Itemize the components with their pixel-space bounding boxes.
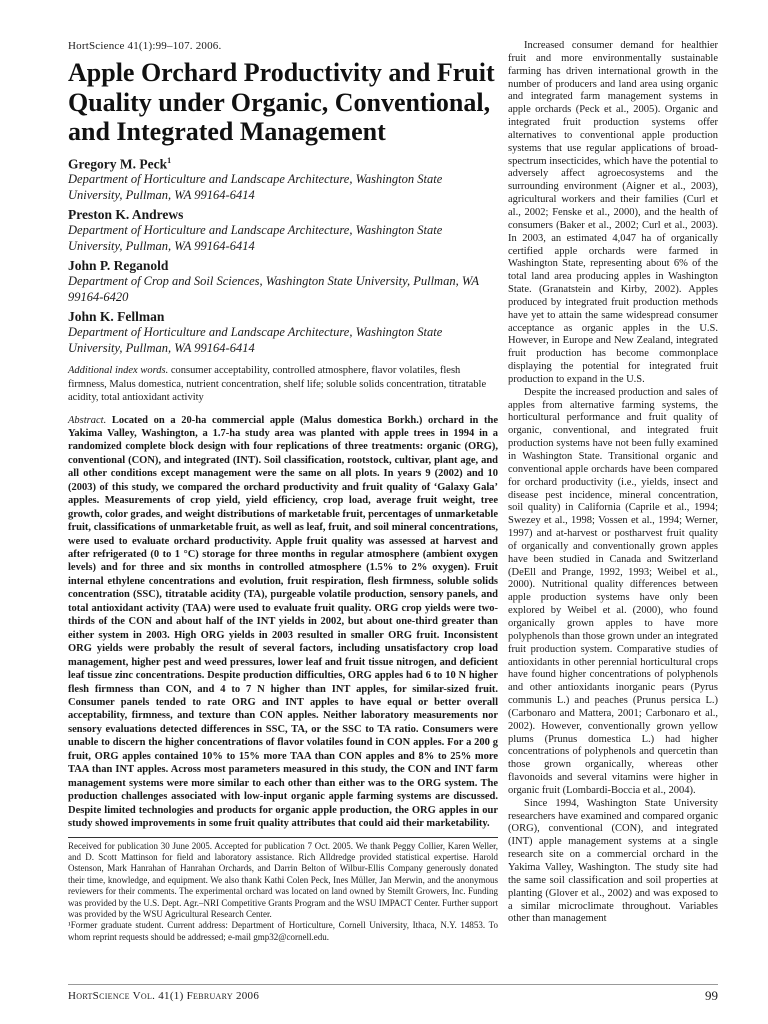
author-list [68, 153, 498, 357]
author-affiliation: Department of Horticulture and Landscape Architecture, Washington State University, Pullman, WA 99164-6414 [68, 172, 443, 202]
body-text [508, 40, 718, 926]
footer-divider [68, 984, 718, 985]
body-paragraph: Since 1994, Washington State University researchers have examined and compared organic (ORG), conventional (CON), and integrated (INT) apple management systems at a single research site on a commercial orchard in the Yakima Valley, Washington. The study site had the same soil classification and soil properties at planting (Glover et al., 2002) and was exposed to a similar microclimate throughout. Variables other than management [508, 797, 718, 925]
author-block [68, 258, 498, 305]
index-words [68, 364, 498, 405]
author-name: John P. Reganold [68, 258, 169, 273]
author-affiliation: Department of Horticulture and Landscape Architecture, Washington State University, Pullman, WA 99164-6414 [68, 223, 443, 253]
left-column [68, 40, 498, 943]
article-title: Apple Orchard Productivity and Fruit Quality under Organic, Conventional, and Integrated Management [68, 58, 495, 146]
body-paragraph: Despite the increased production and sales of apples from alternative farming systems, the horticultural performance and fruit quality of organic, conventional, and integrated fruit production systems have not been fully examined in Washington State. Transitional organic and conventional apple orchards have been compared for orchard productivity (i.e., yields, insect and disease pest incidence, mineral concentration, soil quality) in California (Caprile et al., 1994; Swezey et al., 1998; Vossen et al., 1994; Werner, 1997) and at-harvest or postharvest fruit quality of organically and conventionally grown apples have been studied in Canada and Switzerland (DeEll and Prange, 1992, 1993; Weibel et al., 2000). Nutritional quality differences between apple production systems have only been explored by Weibel et al. (2000), who found organically grown apples to have more polyphenols than those grown under an integrated fruit production system. Comparative studies of antioxidants in other perennial horticultural crops have found higher concentrations of polyphenols and other antioxidants inorganic pears (Pyrus communis L.) and peaches (Prunus persica L.) (Carbonaro and Mattera, 2001; Carbonaro et al., 2002). However, conventionally grown yellow plums (Prunus domestica L.) had higher concentrations of polyphenols and quercetin than those grown organically, whereas other flavonoids and several vitamins were higher in organic fruit (Lombardi-Boccia et al., 2004). [508, 386, 718, 796]
abstract-label: Abstract. [68, 414, 107, 426]
author-block [68, 207, 498, 254]
footnote-divider [68, 837, 498, 838]
body-paragraph: Increased consumer demand for healthier fruit and more environmentally sustainable farming has driven international growth in the number of producers and land area using organic and integrated farm management systems in apple orchards (Peck et al., 2005). Organic and integrated fruit production systems offer alternatives to conventional apple production systems that use regular applications of broad-spectrum insecticides, which have the potential to adversely affect agroecosystems and the surrounding environment (Aigner et al., 2003), agricultural workers and their families (Curl et al., 2002; Fenske et al., 2000), and the health of consumers (Baker et al., 2002; Curl et al., 2003). In 2003, an estimated 4,047 ha of organically certified apple orchards were farmed in Washington State, representing about 6% of the total land area producing apples in Washington State. (Granatstein and Kirby, 2002). Apples produced by integrated fruit production methods have yet to attain the same widespread consumer acceptance as organic apples in the U.S. However, in Europe and New Zealand, integrated fruit production has become commonplace displaying the potential for integrated fruit production to expand in the U.S. [508, 40, 718, 385]
index-words-label: Additional index words. [68, 365, 169, 376]
author-name: John K. Fellman [68, 309, 165, 324]
author-name: Preston K. Andrews [68, 207, 184, 222]
footnotes [68, 841, 498, 944]
index-words-text: consumer acceptability, controlled atmosphere, flavor volatiles, flesh firmness, Malus domestica, nutrient concentration, shelf life; soluble solids concentration, titratable acidity, total antioxidant activity [68, 365, 487, 403]
author-affiliation: Department of Crop and Soil Sciences, Washington State University, Pullman, WA 99164-6420 [68, 274, 479, 304]
abstract-text: Located on a 20-ha commercial apple (Malus domestica Borkh.) orchard in the Yakima Valley, Washington, a 1.7-ha study area was planted with apple trees in 1994 in a randomized complete block design with four replications of three treatments: organic (ORG), conventional (CON), and integrated (INT). Soil classification, rootstock, cultivar, plant age, and all other conditions except management were the same on all plots. In years 9 (2002) and 10 (2003) of this study, we compared the orchard productivity and fruit quality of ‘Galaxy Gala’ apples. Measurements of crop yield, yield efficiency, crop load, average fruit weight, tree growth, color grades, and weight distributions of marketable fruit, percentages of unmarketable fruit, classifications of unmarketable fruit, as well as leaf, fruit, and soil mineral concentrations, were used to evaluate orchard productivity. Apple fruit quality was assessed at harvest and after refrigerated (0 to 1 °C) storage for three months in regular atmosphere (ambient oxygen levels) and for three and six months in controlled atmosphere (1.5% to 2% oxygen). Fruit internal ethylene concentrations and evolution, fruit respiration, flesh firmness, soluble solids concentration (SSC), titratable acidity (TA), purgeable volatile production, sensory panels, and total antioxidant activity (TAA) were used to evaluate fruit quality. ORG crop yields were two-thirds of the CON and about half of the INT yields in 2002, but about one-third greater than either system in 2003. High ORG yields in 2003 resulted in smaller ORG fruit. Inconsistent ORG yields were probably the result of several factors, including unsatisfactory crop load management, higher pest and weed pressures, lower leaf and fruit tissue nitrogen, and deficient leaf tissue zinc concentrations. Despite production difficulties, ORG apples had 6 to 10 N higher flesh firmness than CON, and 4 to 7 N higher than INT apples, for similar-sized fruit. Consumer panels tended to rate ORG and INT apples to have equal or better overall acceptability, firmness, and texture than CON apples. Neither laboratory measurements nor sensory evaluations detected differences in SSC, TA, or the SSC to TA ratio. Consumers were unable to discern the higher concentrations of flavor volatiles found in CON apples. For a 200 g fruit, ORG apples contained 10% to 15% more TAA than CON apples and 8% to 25% more TAA than INT apples. Across most parameters measured in this study, the CON and INT farm management systems were more similar to each other than either was to the ORG system. The production challenges associated with low-input organic apple farming systems are discussed. Despite limited technologies and products for organic apple production, the ORG apples in our study showed improvements in some fruit quality attributes that could aid their marketability. [68, 414, 499, 830]
author-name: Gregory M. Peck$^1$ [68, 155, 172, 171]
author-block [68, 309, 498, 356]
author-block [68, 153, 498, 204]
footer-journal: HortScience Vol. 41(1) February 2006 [68, 990, 260, 1002]
right-column [508, 40, 718, 926]
footnote-author: ¹Former graduate student. Current address: Department of Horticulture, Cornell University, Ithaca, N.Y. 14853. To whom reprint requests should be addressed; e-mail gmp32@cornell.edu. [68, 920, 498, 942]
journal-reference: HortScience 41(1):99–107. 2006. [68, 40, 222, 52]
abstract [68, 414, 498, 831]
footnote-received: Received for publication 30 June 2005. Accepted for publication 7 Oct. 2005. We thank Peggy Collier, Karen Weller, and D. Scott Mattinson for field and laboratory assistance. Rich Alldredge provided statistical expertise. Harold Ostenson, Mark Hanrahan of Hanrahan Orchards, and Darrin Belton of Wilbur-Ellis Company generously donated their time, knowledge, and equipment. We also thank Kathi Colen Peck, Ines Müller, Jan Merwin, and the anonymous reviewers for their comments. The experimental orchard was located on land owned by Stemilt Growers, Inc. Funding was provided by the U.S. Dept. Agr.–NRI Competitive Grants Program and the WSU IMPACT Center. Further support was provided by the WSU Agricultural Research Center. [68, 840, 498, 919]
page-number: 99 [705, 988, 718, 1003]
author-affiliation: Department of Horticulture and Landscape Architecture, Washington State University, Pullman, WA 99164-6414 [68, 325, 443, 355]
